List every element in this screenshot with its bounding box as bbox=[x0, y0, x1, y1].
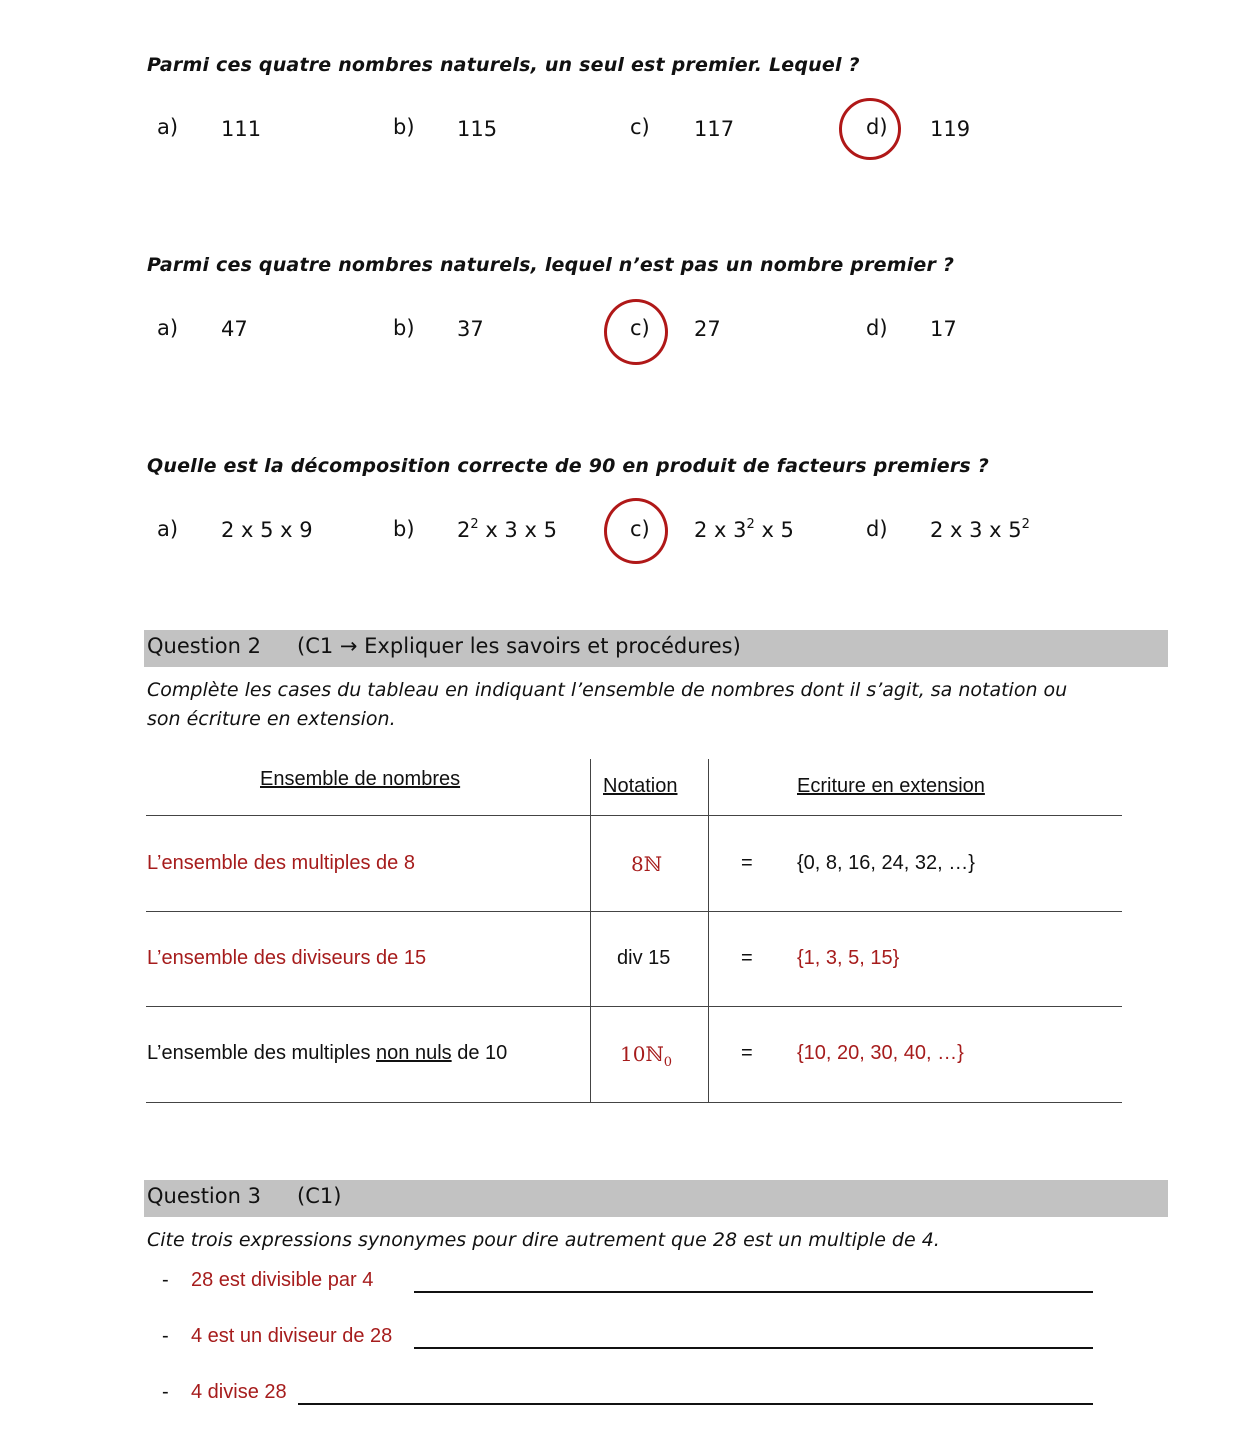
option-letter-d: d) bbox=[866, 115, 888, 139]
bullet: - bbox=[162, 1381, 169, 1403]
row-set[interactable]: L’ensemble des diviseurs de 15 bbox=[147, 947, 427, 969]
question-3-header bbox=[144, 1180, 1168, 1217]
row-notation[interactable]: 10ℕ$_0$ bbox=[620, 1042, 673, 1070]
table-divider bbox=[590, 759, 591, 1102]
answer-blank-2[interactable] bbox=[414, 1347, 1093, 1349]
answer-line-3[interactable]: 4 divise 28 bbox=[191, 1381, 287, 1403]
bullet: - bbox=[162, 1325, 169, 1347]
option-letter-c: c) bbox=[630, 115, 650, 139]
answer-line-2[interactable]: 4 est un diviseur de 28 bbox=[191, 1325, 393, 1347]
option-value-a[interactable]: 2 x 5 x 9 bbox=[221, 518, 313, 542]
option-value-d[interactable]: 2 x 3 x $5^2$ bbox=[930, 517, 1030, 542]
question-2-label: Question 2 bbox=[147, 634, 261, 658]
question-3-instruction: Cite trois expressions synonymes pour dire autrement que 28 est un multiple de 4. bbox=[147, 1229, 940, 1251]
question-1a-title: Parmi ces quatre nombres naturels, un seul est premier. Lequel ? bbox=[147, 54, 860, 76]
header-set: Ensemble de nombres bbox=[260, 768, 461, 790]
question-2-instruction bbox=[147, 676, 1067, 734]
option-value-b[interactable]: $2^2$ x 3 x 5 bbox=[457, 517, 557, 542]
row-set[interactable]: L’ensemble des multiples non nuls de 10 bbox=[147, 1042, 508, 1064]
row-equals: = bbox=[741, 1042, 753, 1064]
option-value-b[interactable]: 37 bbox=[457, 317, 484, 341]
row-extension[interactable]: {0, 8, 16, 24, 32, …} bbox=[797, 852, 975, 874]
question-3-label: Question 3 bbox=[147, 1184, 261, 1208]
table-rule bbox=[146, 1102, 1122, 1103]
option-value-d[interactable]: 17 bbox=[930, 317, 957, 341]
table-rule bbox=[146, 911, 1122, 912]
option-value-c[interactable]: 2 x $3^2$ x 5 bbox=[694, 517, 794, 542]
table-rule bbox=[146, 815, 1122, 816]
answer-line-1[interactable]: 28 est divisible par 4 bbox=[191, 1269, 374, 1291]
row-notation[interactable]: 8ℕ bbox=[631, 852, 663, 876]
question-2-competence: (C1 → Expliquer les savoirs et procédures) bbox=[297, 634, 741, 658]
table-divider bbox=[708, 759, 709, 1102]
option-letter-d: d) bbox=[866, 517, 888, 541]
option-letter-d: d) bbox=[866, 316, 888, 340]
bullet: - bbox=[162, 1269, 169, 1291]
option-value-c[interactable]: 117 bbox=[694, 117, 735, 141]
option-value-a[interactable]: 111 bbox=[221, 117, 262, 141]
table-rule bbox=[146, 1006, 1122, 1007]
option-letter-a: a) bbox=[157, 517, 179, 541]
option-value-c[interactable]: 27 bbox=[694, 317, 721, 341]
header-extension: Ecriture en extension bbox=[797, 775, 985, 797]
answer-blank-3[interactable] bbox=[298, 1403, 1093, 1405]
instruction-line-1: Complète les cases du tableau en indiquant l’ensemble de nombres dont il s’agit, sa notation ou bbox=[147, 679, 1068, 701]
row-extension[interactable]: {1, 3, 5, 15} bbox=[797, 947, 900, 969]
row-notation[interactable]: div 15 bbox=[617, 947, 671, 969]
option-value-b[interactable]: 115 bbox=[457, 117, 498, 141]
header-notation: Notation bbox=[603, 775, 678, 797]
option-letter-a: a) bbox=[157, 316, 179, 340]
option-letter-c: c) bbox=[630, 316, 650, 340]
question-1c-title: Quelle est la décomposition correcte de 90 en produit de facteurs premiers ? bbox=[147, 455, 989, 477]
option-value-d[interactable]: 119 bbox=[930, 117, 971, 141]
question-2-header bbox=[144, 630, 1168, 667]
row-set[interactable]: L’ensemble des multiples de 8 bbox=[147, 852, 415, 874]
option-letter-b: b) bbox=[393, 316, 415, 340]
question-1b-title: Parmi ces quatre nombres naturels, lequel n’est pas un nombre premier ? bbox=[147, 254, 955, 276]
option-letter-b: b) bbox=[393, 517, 415, 541]
option-value-a[interactable]: 47 bbox=[221, 317, 248, 341]
row-extension[interactable]: {10, 20, 30, 40, …} bbox=[797, 1042, 964, 1064]
row-equals: = bbox=[741, 852, 753, 874]
option-letter-b: b) bbox=[393, 115, 415, 139]
instruction-line-2: son écriture en extension. bbox=[147, 708, 396, 730]
option-letter-a: a) bbox=[157, 115, 179, 139]
question-3-competence: (C1) bbox=[297, 1184, 342, 1208]
answer-blank-1[interactable] bbox=[414, 1291, 1093, 1293]
option-letter-c: c) bbox=[630, 517, 650, 541]
row-equals: = bbox=[741, 947, 753, 969]
